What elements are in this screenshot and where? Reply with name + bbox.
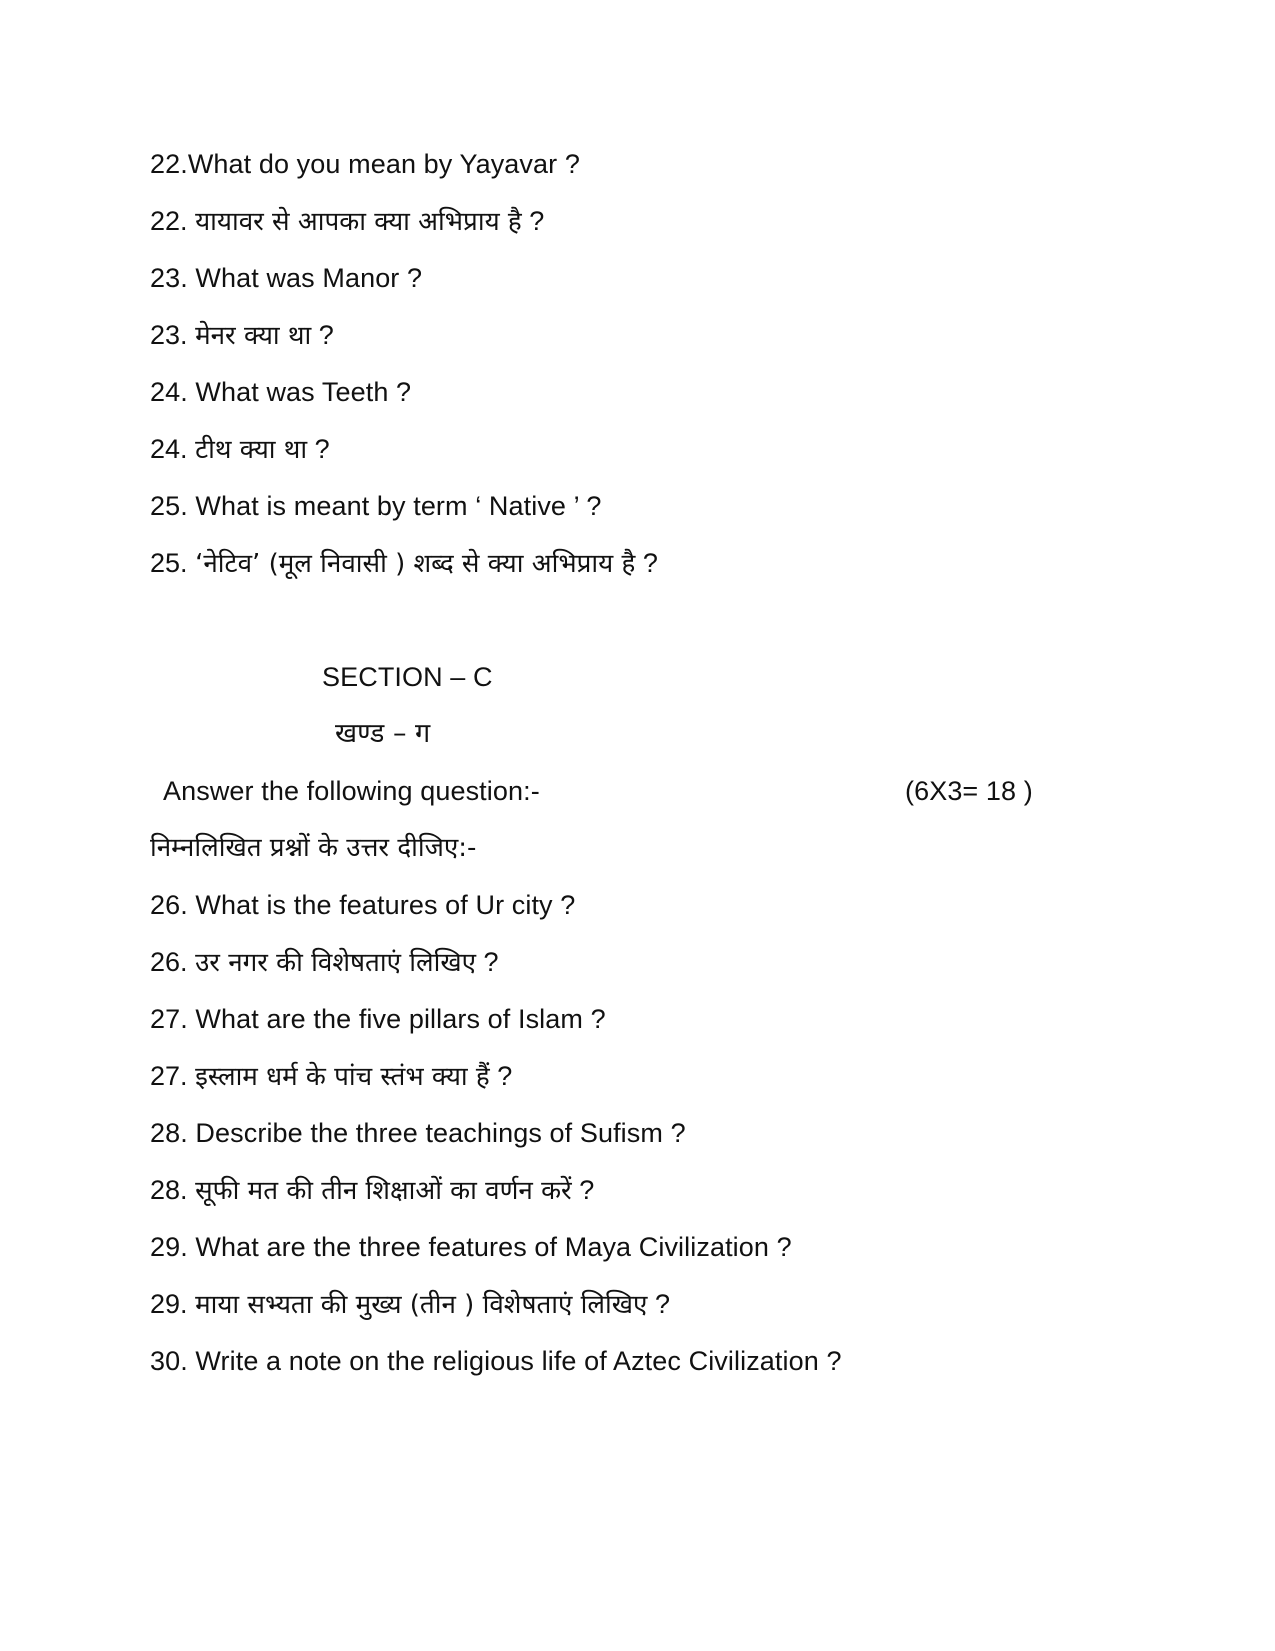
question-mark: ? [579, 1175, 595, 1205]
question-mark: ? [497, 1061, 513, 1091]
section-title: SECTION – C [322, 662, 493, 692]
question-mark: ? [642, 548, 658, 578]
question-28-hi [150, 1173, 594, 1208]
question-number: 27. [150, 1061, 188, 1091]
question-29-hi [150, 1287, 670, 1322]
instruction: Answer the following question:- [163, 776, 540, 806]
question-mark: ? [314, 434, 330, 464]
question-22-hi [150, 204, 544, 239]
question-29-en: 29. What are the three features of Maya Civilization ? [150, 1232, 792, 1262]
marks-allocation: (6X3= 18 ) [905, 776, 1033, 806]
question-number: 28. [150, 1175, 188, 1205]
question-30-en: 30. Write a note on the religious life of Aztec Civilization ? [150, 1346, 842, 1376]
question-23-en: 23. What was Manor ? [150, 263, 423, 293]
question-24-hi [150, 432, 330, 467]
question-text-hi: टीथ क्या था [195, 435, 308, 465]
question-text-hi: ‘नेटिव’ (मूल निवासी ) शब्द से क्या अभिप्राय है [195, 549, 636, 579]
question-27-en: 27. What are the five pillars of Islam ? [150, 1004, 606, 1034]
question-number: 23. [150, 320, 188, 350]
question-25-hi [150, 546, 658, 581]
section-title-hi: खण्ड – ग [335, 718, 431, 749]
question-number: 22. [150, 206, 188, 236]
question-27-hi [150, 1059, 512, 1094]
question-text-hi: इस्लाम धर्म के पांच स्तंभ क्या हैं [195, 1062, 490, 1092]
question-text-hi: यायावर से आपका क्या अभिप्राय है [195, 207, 522, 237]
question-text-hi: उर नगर की विशेषताएं लिखिए [195, 948, 476, 978]
question-number: 24. [150, 434, 188, 464]
question-text-hi: माया सभ्यता की मुख्य (तीन ) विशेषताएं लिखिए [195, 1290, 648, 1320]
question-28-en: 28. Describe the three teachings of Sufism ? [150, 1118, 686, 1148]
question-25-en: 25. What is meant by term ‘ Native ’ ? [150, 491, 602, 521]
question-mark: ? [318, 320, 334, 350]
question-number: 26. [150, 947, 188, 977]
question-mark: ? [529, 206, 545, 236]
question-text-hi: सूफी मत की तीन शिक्षाओं का वर्णन करें [195, 1176, 572, 1206]
question-23-hi [150, 318, 334, 353]
question-24-en: 24. What was Teeth ? [150, 377, 412, 407]
question-22-en: 22.What do you mean by Yayavar ? [150, 149, 580, 179]
question-mark: ? [654, 1289, 670, 1319]
question-number: 29. [150, 1289, 188, 1319]
instruction-hi: निम्नलिखित प्रश्नों के उत्तर दीजिए:- [150, 833, 477, 863]
question-text-hi: मेनर क्या था [195, 321, 312, 351]
question-26-hi [150, 945, 499, 980]
question-mark: ? [483, 947, 499, 977]
question-number: 25. [150, 548, 188, 578]
question-26-en: 26. What is the features of Ur city ? [150, 890, 576, 920]
